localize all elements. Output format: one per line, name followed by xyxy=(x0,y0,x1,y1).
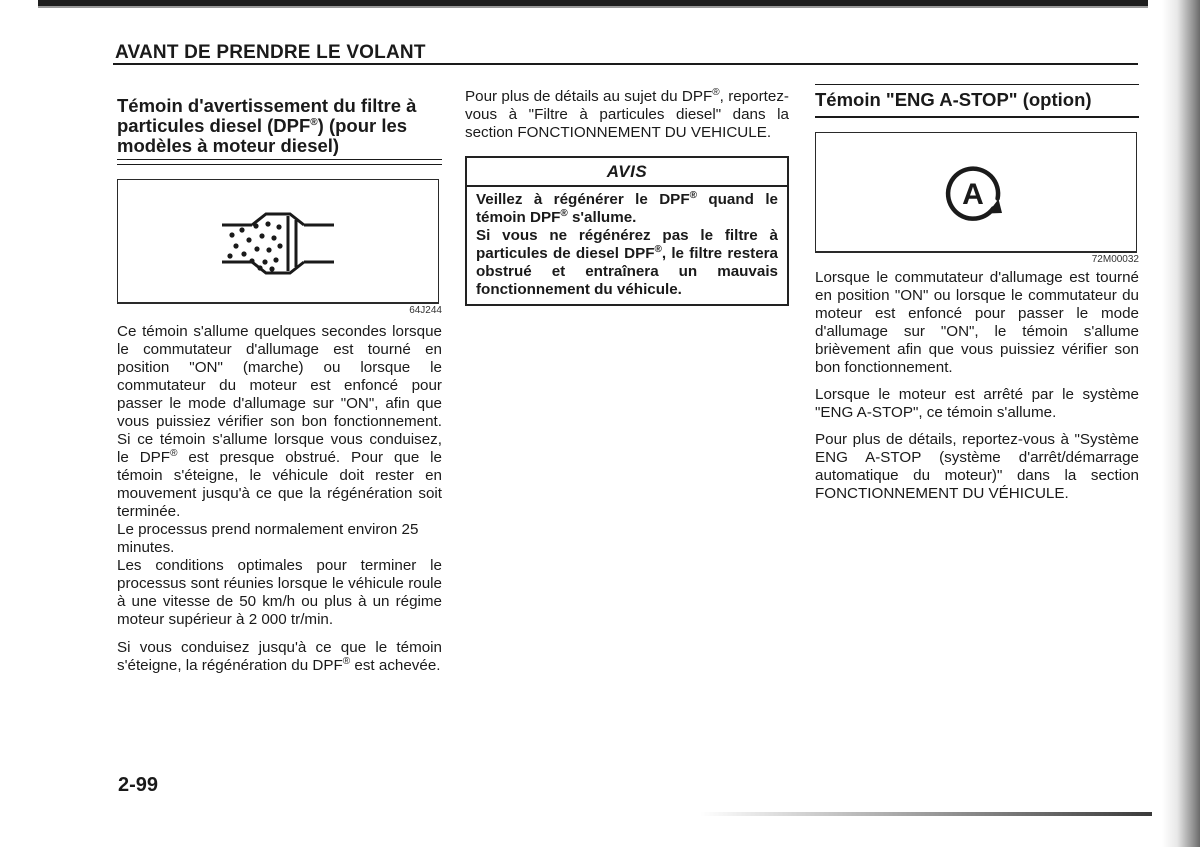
left-column xyxy=(117,96,442,675)
page-bottom-shadow xyxy=(700,812,1152,816)
dpf-section-title: Témoin d'avertissement du filtre à particules diesel (DPF®) (pour les modèles à moteur diesel) xyxy=(117,95,417,156)
title-underline xyxy=(117,159,442,160)
title-underline xyxy=(815,116,1139,118)
dpf-paragraph: Ce témoin s'allume quelques secondes lorsque le commutateur d'allumage est tourné en position "ON" (marche) ou lorsque le commutateur du moteur est enfoncé pour passer le mode d'allumage sur "ON", afin que vous puissiez vérifier son bon fonctionnement. Si ce témoin s'allume lorsque vous conduisez, le DPF® est presque obstrué. Pour que le témoin s'éteigne, le véhicule doit rester en mouvement jusqu'à ce que la régénération soit terminée. xyxy=(117,323,442,520)
page-top-shade xyxy=(38,6,1148,8)
dpf-filter-warning-icon xyxy=(118,180,438,302)
right-column xyxy=(815,84,1139,503)
dpf-reference-paragraph: Pour plus de détails au sujet du DPF®, reportez-vous à "Filtre à particules diesel" dans la section FONCTIONNEMENT DU VEHICULE. xyxy=(465,86,789,141)
dpf-paragraph: Si vous conduisez jusqu'à ce que le témoin s'éteigne, la régénération du DPF® est achevée. xyxy=(117,639,442,674)
section-header: AVANT DE PRENDRE LE VOLANT xyxy=(115,42,426,63)
eng-a-stop-paragraph: Lorsque le moteur est arrêté par le système "ENG A-STOP", ce témoin s'allume. xyxy=(815,386,1139,421)
title-overline xyxy=(815,84,1139,85)
title-underline-2 xyxy=(117,164,442,165)
dpf-paragraph: Les conditions optimales pour terminer le processus sont réunies lorsque le véhicule roule à une vitesse de 50 km/h ou plus à un régime moteur supérieur à 2 000 tr/min. xyxy=(117,557,442,628)
dpf-paragraph: Le processus prend normalement environ 25 minutes. xyxy=(117,521,419,556)
notice-line: Si vous ne régénérez pas le filtre à particules de diesel DPF®, le filtre restera obstrué et entraînera un mauvais fonctionnement du véhicule. xyxy=(476,227,778,298)
eng-a-stop-paragraph: Pour plus de détails, reportez-vous à "Système ENG A-STOP (système d'arrêt/démarrage automatique du moteur)" dans la section FONCTIONNEMENT DU VÉHICULE. xyxy=(815,431,1139,502)
notice-body xyxy=(467,187,787,304)
page-edge-shadow xyxy=(1162,0,1200,847)
notice-box xyxy=(465,156,789,306)
figure-code: 64J244 xyxy=(409,305,442,316)
notice-line: Veillez à régénérer le DPF® quand le témoin DPF® s'allume. xyxy=(476,189,778,226)
eng-a-stop-figure xyxy=(815,132,1137,253)
dpf-figure xyxy=(117,179,439,304)
eng-a-stop-paragraph: Lorsque le commutateur d'allumage est tourné en position "ON" ou lorsque le commutateur du moteur est enfoncé pour passer le mode d'allumage sur "ON", le témoin s'allume brièvement afin que vous puissiez vérifier son bon fonctionnement. xyxy=(815,269,1139,376)
notice-title: AVIS xyxy=(467,158,787,187)
header-rule xyxy=(113,63,1138,65)
eng-a-stop-icon xyxy=(816,133,1136,251)
middle-column xyxy=(465,88,789,306)
figure-code: 72M00032 xyxy=(1091,254,1139,265)
page-number: 2-99 xyxy=(118,774,159,796)
eng-a-stop-letter: A xyxy=(962,178,984,211)
eng-a-stop-title: Témoin "ENG A-STOP" (option) xyxy=(815,89,1092,110)
